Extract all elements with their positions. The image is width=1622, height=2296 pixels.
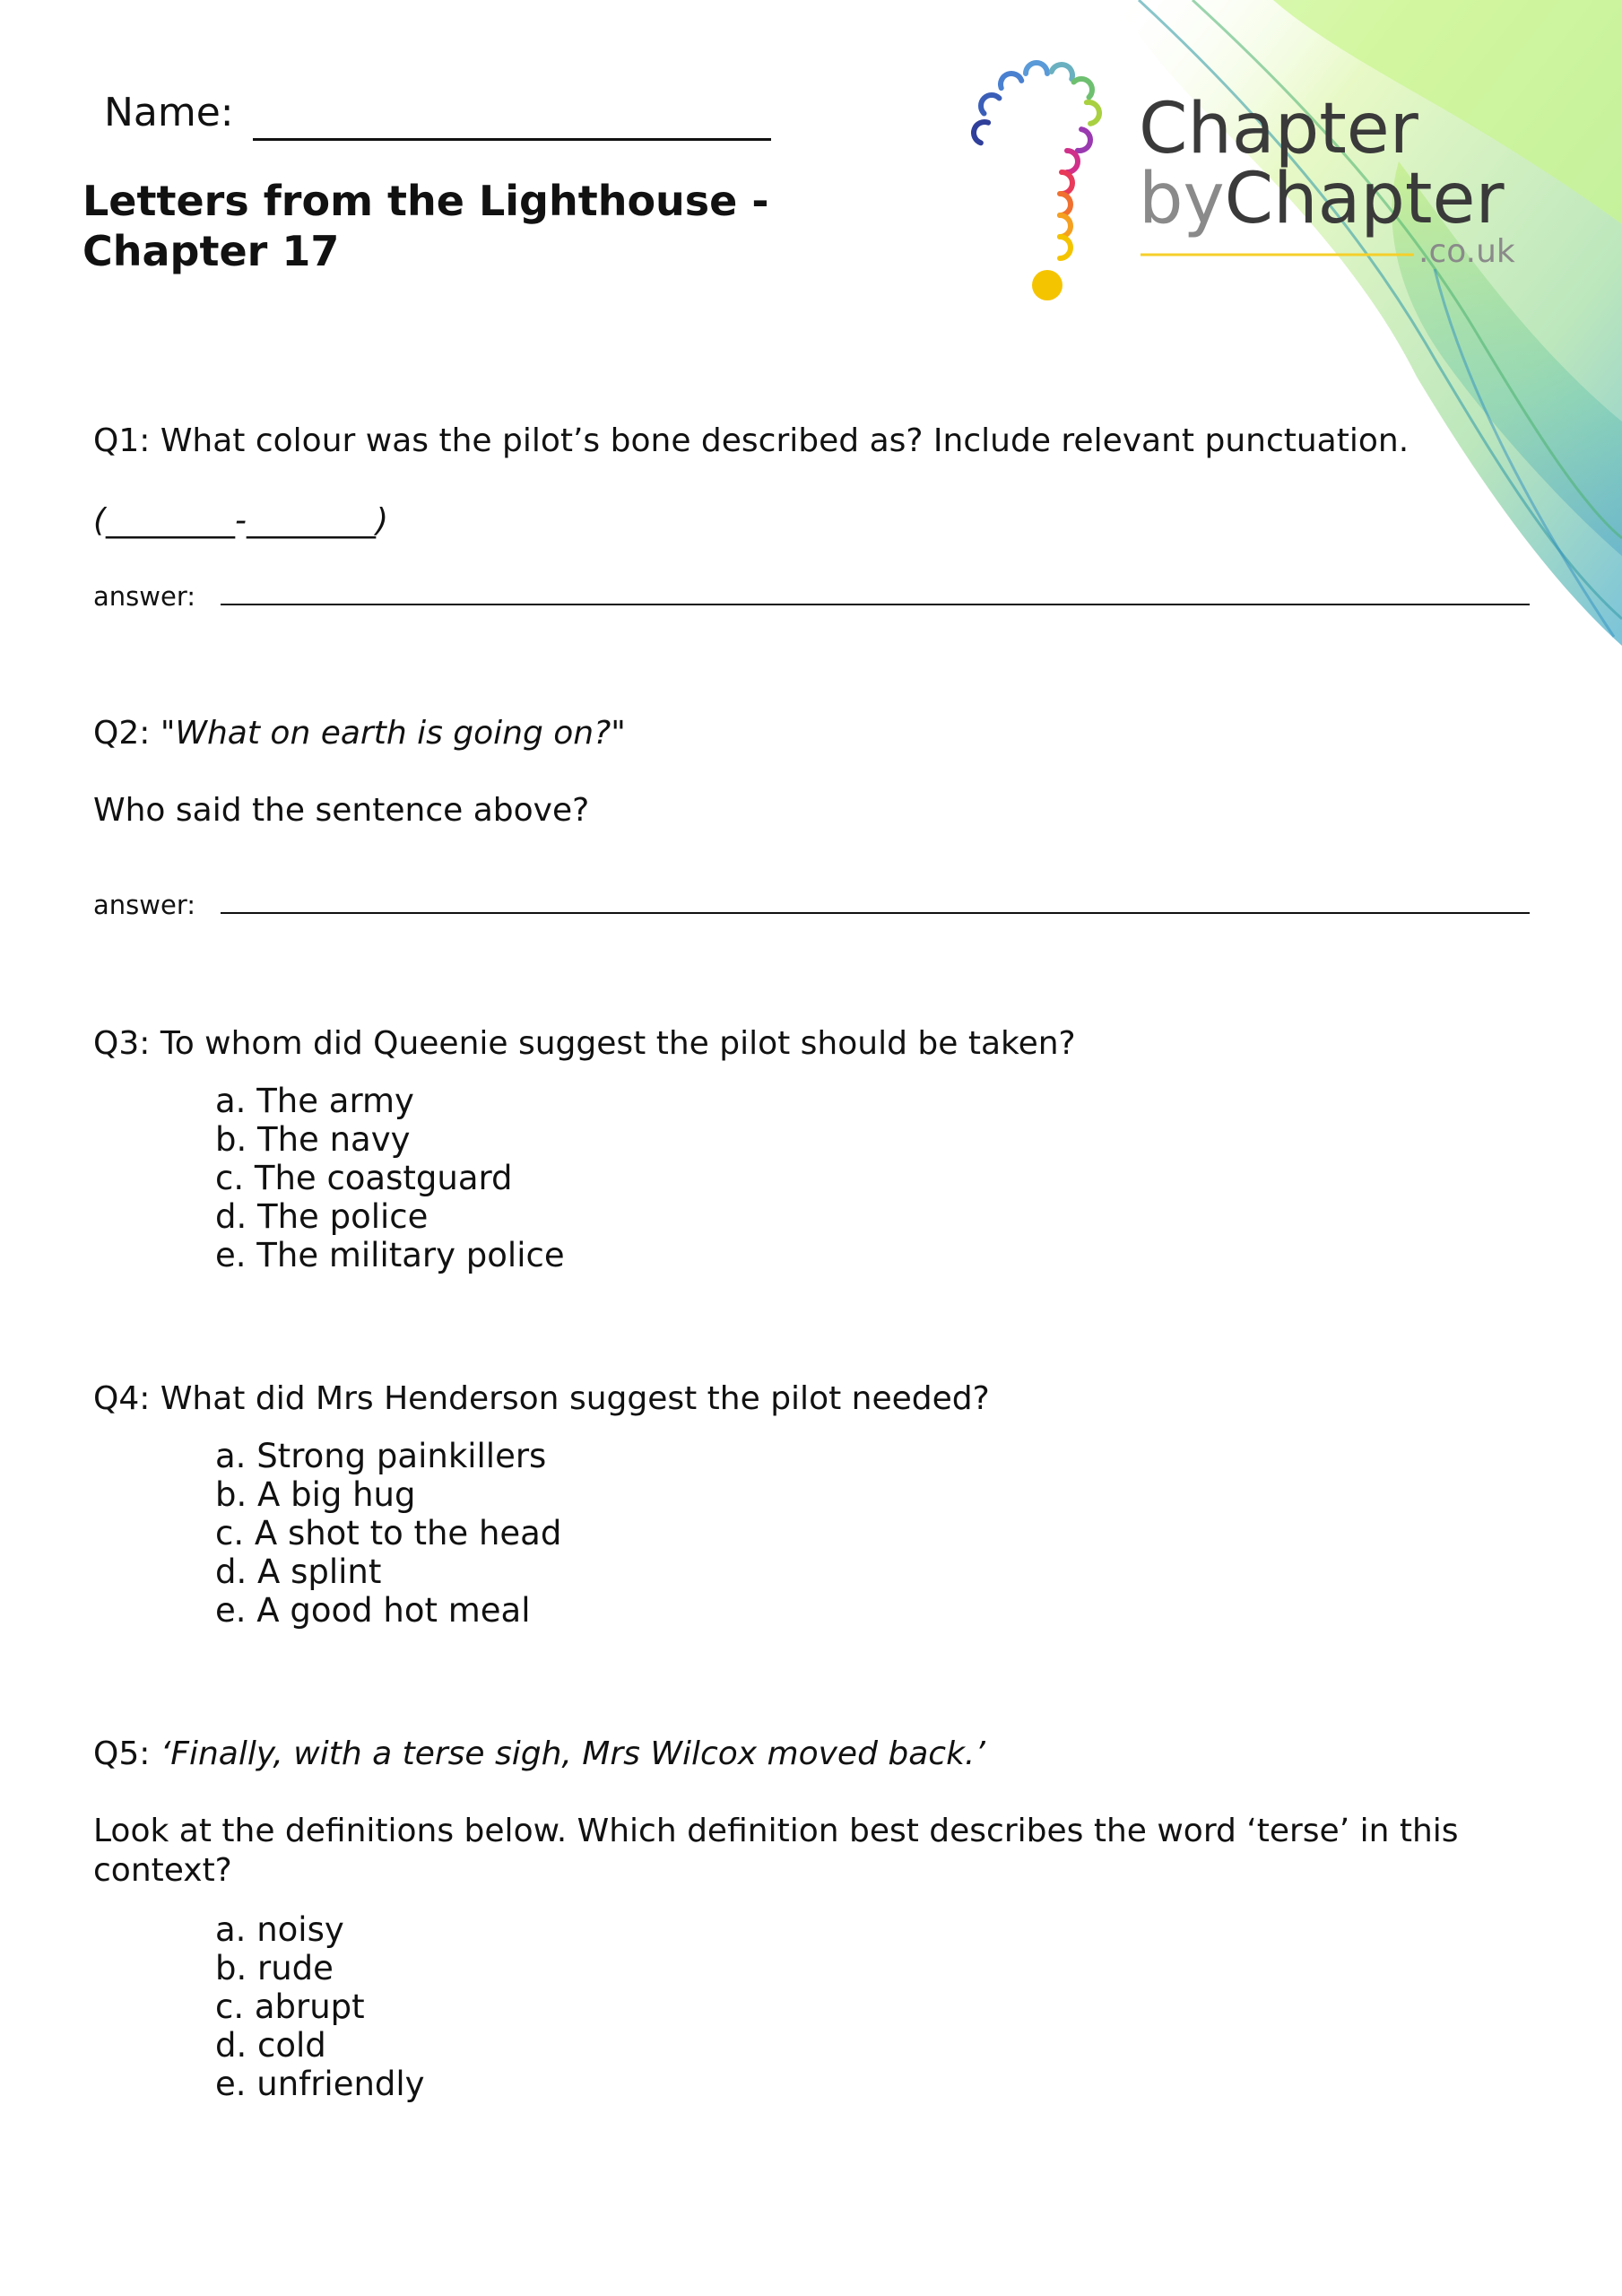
logo-by: by [1139, 159, 1225, 239]
option-d[interactable]: d. cold [215, 2026, 326, 2065]
option-c[interactable]: c. A shot to the head [215, 1514, 562, 1552]
question-text: What colour was the pilot’s bone described as? Include relevant punctuation. [160, 422, 1409, 459]
logo-domain: .co.uk [1418, 233, 1515, 270]
question-text: What did Mrs Henderson suggest the pilot needed? [160, 1380, 990, 1417]
option-b[interactable]: b. The navy [215, 1120, 411, 1159]
question-text-line-1: Look at the definitions below. Which definition best describes the word ‘terse’ in this [93, 1813, 1459, 1849]
option-c[interactable]: c. abrupt [215, 1987, 365, 2026]
option-e[interactable]: e. unfriendly [215, 2065, 425, 2103]
question-quote: ‘Finally, with a terse sigh, Mrs Wilcox moved back.’ [160, 1735, 985, 1772]
logo-word-chapter: Chapter [1139, 89, 1418, 170]
q2-answer-field[interactable] [221, 912, 1530, 914]
name-field[interactable] [253, 138, 771, 141]
option-a[interactable]: a. The army [215, 1082, 414, 1120]
question-number: Q5: [93, 1735, 151, 1772]
option-d[interactable]: d. A splint [215, 1552, 382, 1591]
option-e[interactable]: e. A good hot meal [215, 1591, 531, 1630]
option-e[interactable]: e. The military police [215, 1236, 565, 1274]
title-line-1: Letters from the Lighthouse - [82, 177, 769, 225]
option-d[interactable]: d. The police [215, 1197, 429, 1236]
question-1 [93, 422, 1492, 461]
question-quote: "What on earth is going on?" [160, 715, 626, 752]
question-text: To whom did Queenie suggest the pilot should be taken? [160, 1025, 1076, 1062]
question-number: Q3: [93, 1025, 151, 1062]
answer-label: answer: [93, 890, 196, 920]
question-number: Q2: [93, 715, 151, 752]
book-arch-icon [971, 62, 1101, 258]
question-number: Q1: [93, 422, 151, 459]
q5-options [215, 1910, 425, 2103]
title-line-2: Chapter 17 [82, 227, 340, 275]
punctuation-template: (________-________) [93, 502, 389, 539]
logo-word-bychapter [1139, 159, 1505, 239]
question-5 [93, 1735, 985, 1774]
question-number: Q4: [93, 1380, 151, 1417]
answer-label: answer: [93, 581, 196, 612]
q3-options [215, 1082, 565, 1274]
question-text: Who said the sentence above? [93, 792, 590, 829]
q1-answer-field[interactable] [221, 604, 1530, 605]
worksheet-title [82, 176, 889, 276]
logo-dot [1032, 270, 1063, 300]
option-a[interactable]: a. Strong painkillers [215, 1437, 547, 1475]
logo-chapter-2: Chapter [1224, 159, 1505, 239]
question-2 [93, 714, 626, 753]
question-text-line-2: context? [93, 1852, 232, 1889]
option-a[interactable]: a. noisy [215, 1910, 344, 1949]
option-c[interactable]: c. The coastguard [215, 1159, 513, 1197]
option-b[interactable]: b. rude [215, 1949, 334, 1987]
chapter-by-chapter-logo [961, 43, 1535, 312]
question-text [93, 1812, 1564, 1891]
question-4 [93, 1379, 990, 1419]
name-label: Name: [104, 90, 234, 135]
question-3 [93, 1024, 1076, 1064]
option-b[interactable]: b. A big hug [215, 1475, 416, 1514]
q4-options [215, 1437, 561, 1630]
